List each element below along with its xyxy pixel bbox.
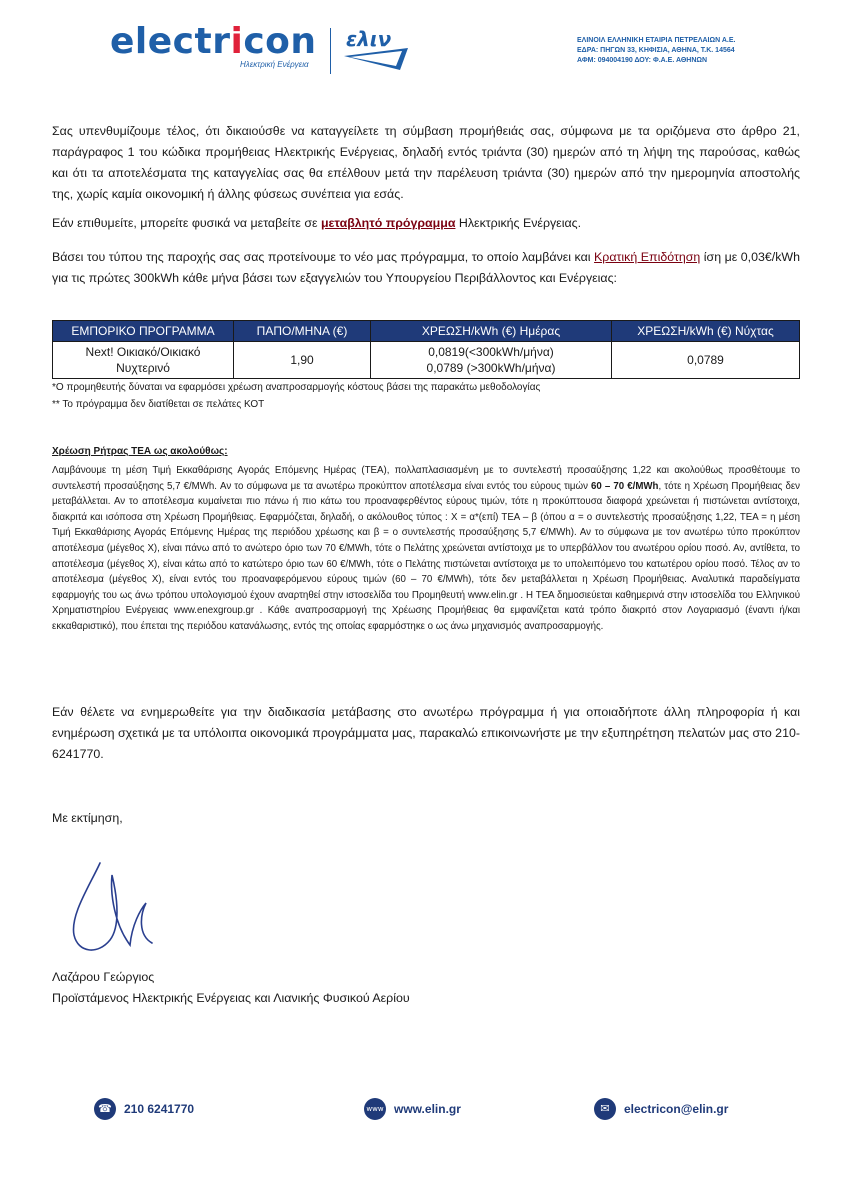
table-note-2: ** Το πρόγραμμα δεν διατίθεται σε πελάτες ΚΟΤ [52,399,265,410]
company-name: ΕΛΙΝΟΙΛ ΕΛΛΗΝΙΚΗ ΕΤΑΙΡΙΑ ΠΕΤΡΕΛΑΙΩΝ Α.Ε. [577,37,736,44]
table-row [53,342,800,379]
day-charge-cell: 0,0819(<300kWh/μήνα) 0,0789 (>300kWh/μήνα) [371,342,612,379]
salutation: Με εκτίμηση, [52,811,123,825]
signatory-name: Λαζάρου Γεώργιος [52,970,155,984]
clause-text: Λαμβάνουμε τη μέση Τιμή Εκκαθάρισης Αγοράς Επόμενης Ημέρας (ΤΕΑ), πολλαπλασιασμένη με το συντελεστή προσαύξησης 1,22 και ακολούθως προσθέτουμε το συντελεστή προσαύξησης 5,7 €/MWh. Αν το σύμφωνα με τα ανωτέρω προκύπτον αποτέλεσμα είναι εντός του εύρους τιμών 60 – 70 €/MWh, τότε η Χρέωση Προμήθειας δεν μεταβάλλεται. Αν το αποτέλεσμα κυμαίνεται πιο πάνω ή πιο κάτω του προαναφερθέντος εύρους τιμών, τότε η προκύπτουσα διαφορά χρεώνεται ή πιστώνεται αντίστοιχα, διακριτά και ισόποσα στη Χρέωση Προμήθειας. Εφαρμόζεται, δηλαδή, ο ακόλουθος τύπος : Χ = α*(επί) ΤΕΑ – β (όπου α = ο συντελεστής προσαύξησης 1,22, ΤΕΑ = η μέση Τιμή Εκκαθάρισης Αγοράς Επόμενης Ημέρας της περιόδου χρέωσης και β = ο συντελεστής προσαύξησης 5,7 €/MWh). Αν το σύμφωνα με τον ανωτέρω τύπο προκύπτον αποτέλεσμα (μέγεθος Χ), είναι πάνω από το ανώτερο όριο των 70 €/MWh, τότε ο Πελάτης χρεώνεται αντίστοιχα με το υπερβάλλον του ανωτέρου ορίου ποσό. Αν, αντίθετα, το αποτέλεσμα (μέγεθος Χ), είναι κάτω από το κατώτερο όριο των 60 €/MWh, τότε ο Πελάτης πιστώνεται αντίστοιχα με το υπολειπόμενο του κατωτέρου ορίου ποσό. Τέλος αν το αποτέλεσμα (μέγεθος Χ), είναι εντός του προαναφερόμενου εύρους τιμών (60 – 70 €/MWh), τότε δεν μεταβάλλεται η Χρέωση Προμήθειας. Αναλυτικά παραδείγματα εφαρμογής του ως άνω τρόπου υπολογισμού έχουν αναρτηθεί στην ιστοσελίδα του Προμηθευτή www.elin.gr . Η ΤΕΑ δημοσιεύεται καθημερινά στην ιστοσελίδα του Ελληνικού Χρηματιστηρίου Ενέργειας www.enexgroup.gr . Κάθε αναπροσαρμογή της Χρέωσης Προμήθειας θα εμφανίζεται κατά τρόπο διακριτό στον Λογαριασμό (έναντι ή/και εκκαθαριστικό), που έπεται της περιόδου κατανάλωσης, εντός της οποίας εφαρμόστηκε ο ως άνω μηχανισμός αναπροσαρμογής. [52,465,800,632]
elin-logo [340,26,412,72]
signature [60,855,170,965]
web-icon: www [364,1098,386,1120]
electricon-logo: electricon [110,21,317,62]
night-charge-cell: 0,0789 [612,342,800,379]
table-header: ΧΡΕΩΣΗ/kWh (€) Νύχτας [612,321,800,342]
company-address: ΕΔΡΑ: ΠΗΓΩΝ 33, ΚΗΦΙΣΙΑ, ΑΘΗΝΑ, Τ.Κ. 14564 [577,47,735,54]
company-info [577,36,735,66]
table-header: ΠΑΠΟ/ΜΗΝΑ (€) [234,321,371,342]
svg-text:ελιν: ελιν [346,27,392,51]
logo-subtitle: Ηλεκτρική Ενέργεια [240,60,309,69]
signatory-title: Προϊστάμενος Ηλεκτρικής Ενέργειας και Λιανικής Φυσικού Αερίου [52,991,410,1005]
company-tax: ΑΦΜ: 094004190 ΔΟΥ: Φ.Α.Ε. ΑΘΗΝΩΝ [577,57,708,64]
phone-icon: ☎ [94,1098,116,1120]
subsidy-paragraph: Βάσει του τύπου της παροχής σας σας προτείνουμε το νέο μας πρόγραμμα, το οποίο λαμβάνει και Κρατική Επιδότηση ίση με 0,03€/kWh για τις πρώτες 300kWh κάθε μήνα βάσει των εξαγγελιών του Υπουργείου Περιβάλλοντος και Ενέργειας: [52,250,801,285]
table-header: ΕΜΠΟΡΙΚΟ ΠΡΟΓΡΑΜΜΑ [53,321,234,342]
contact-paragraph: Εάν θέλετε να ενημερωθείτε για την διαδικασία μετάβασης στο ανωτέρω πρόγραμμα ή για οποιαδήποτε άλλη πληροφορία ή και ενημέρωση σχετικά με τα υπόλοιπα οικονομικά προγράμματα μας, παρακαλώ επικοινωνήστε με την εξυπηρέτηση πελατών μας στο 210-6241770. [52,705,800,761]
table-header: ΧΡΕΩΣΗ/kWh (€) Ημέρας [371,321,612,342]
program-table [52,320,800,379]
footer-email[interactable]: electricon@elin.gr [624,1102,729,1116]
clause-title: Χρέωση Ρήτρας ΤΕΑ ως ακολούθως: [52,446,228,457]
email-icon: ✉ [594,1098,616,1120]
termination-paragraph: Σας υπενθυμίζουμε τέλος, ότι δικαιούσθε να καταγγείλετε τη σύμβαση προμήθειάς σας, σύμφωνα με τα οριζόμενα στο άρθρο 21, παράγραφος 1 του κώδικα προμήθειας Ηλεκτρικής Ενέργειας, δηλαδή εντός τριάντα (30) ημερών από τη λήψη της παρούσας, καθώς και ότι τα αποτελέσματα της καταγγελίας σας θα επέλθουν μετά την παρέλευση τριάντα (30) ημερών από την ημερομηνία αποστολής της, χωρίς καμία οικονομική ή άλλης φύσεως συνέπεια για εσάς. [52,124,800,201]
footer-phone[interactable]: 210 6241770 [124,1102,195,1116]
subsidy-link[interactable]: Κρατική Επιδότηση [594,250,701,264]
variable-program-paragraph: Εάν επιθυμείτε, μπορείτε φυσικά να μεταβείτε σε μεταβλητό πρόγραμμα Ηλεκτρικής Ενέργειας. [52,216,582,230]
logo-divider [330,28,331,74]
monthly-fee-cell: 1,90 [234,342,371,379]
table-header-row [53,321,800,342]
variable-program-link[interactable]: μεταβλητό πρόγραμμα [320,216,456,230]
program-name-cell: Next! Οικιακό/Οικιακό Νυχτερινό [53,342,234,379]
table-note-1: *Ο προμηθευτής δύναται να εφαρμόσει χρέωση αναπροσαρμογής κόστους βάσει της παρακάτω μεθοδολογίας [52,382,541,393]
footer-website[interactable]: www.elin.gr [394,1102,461,1116]
